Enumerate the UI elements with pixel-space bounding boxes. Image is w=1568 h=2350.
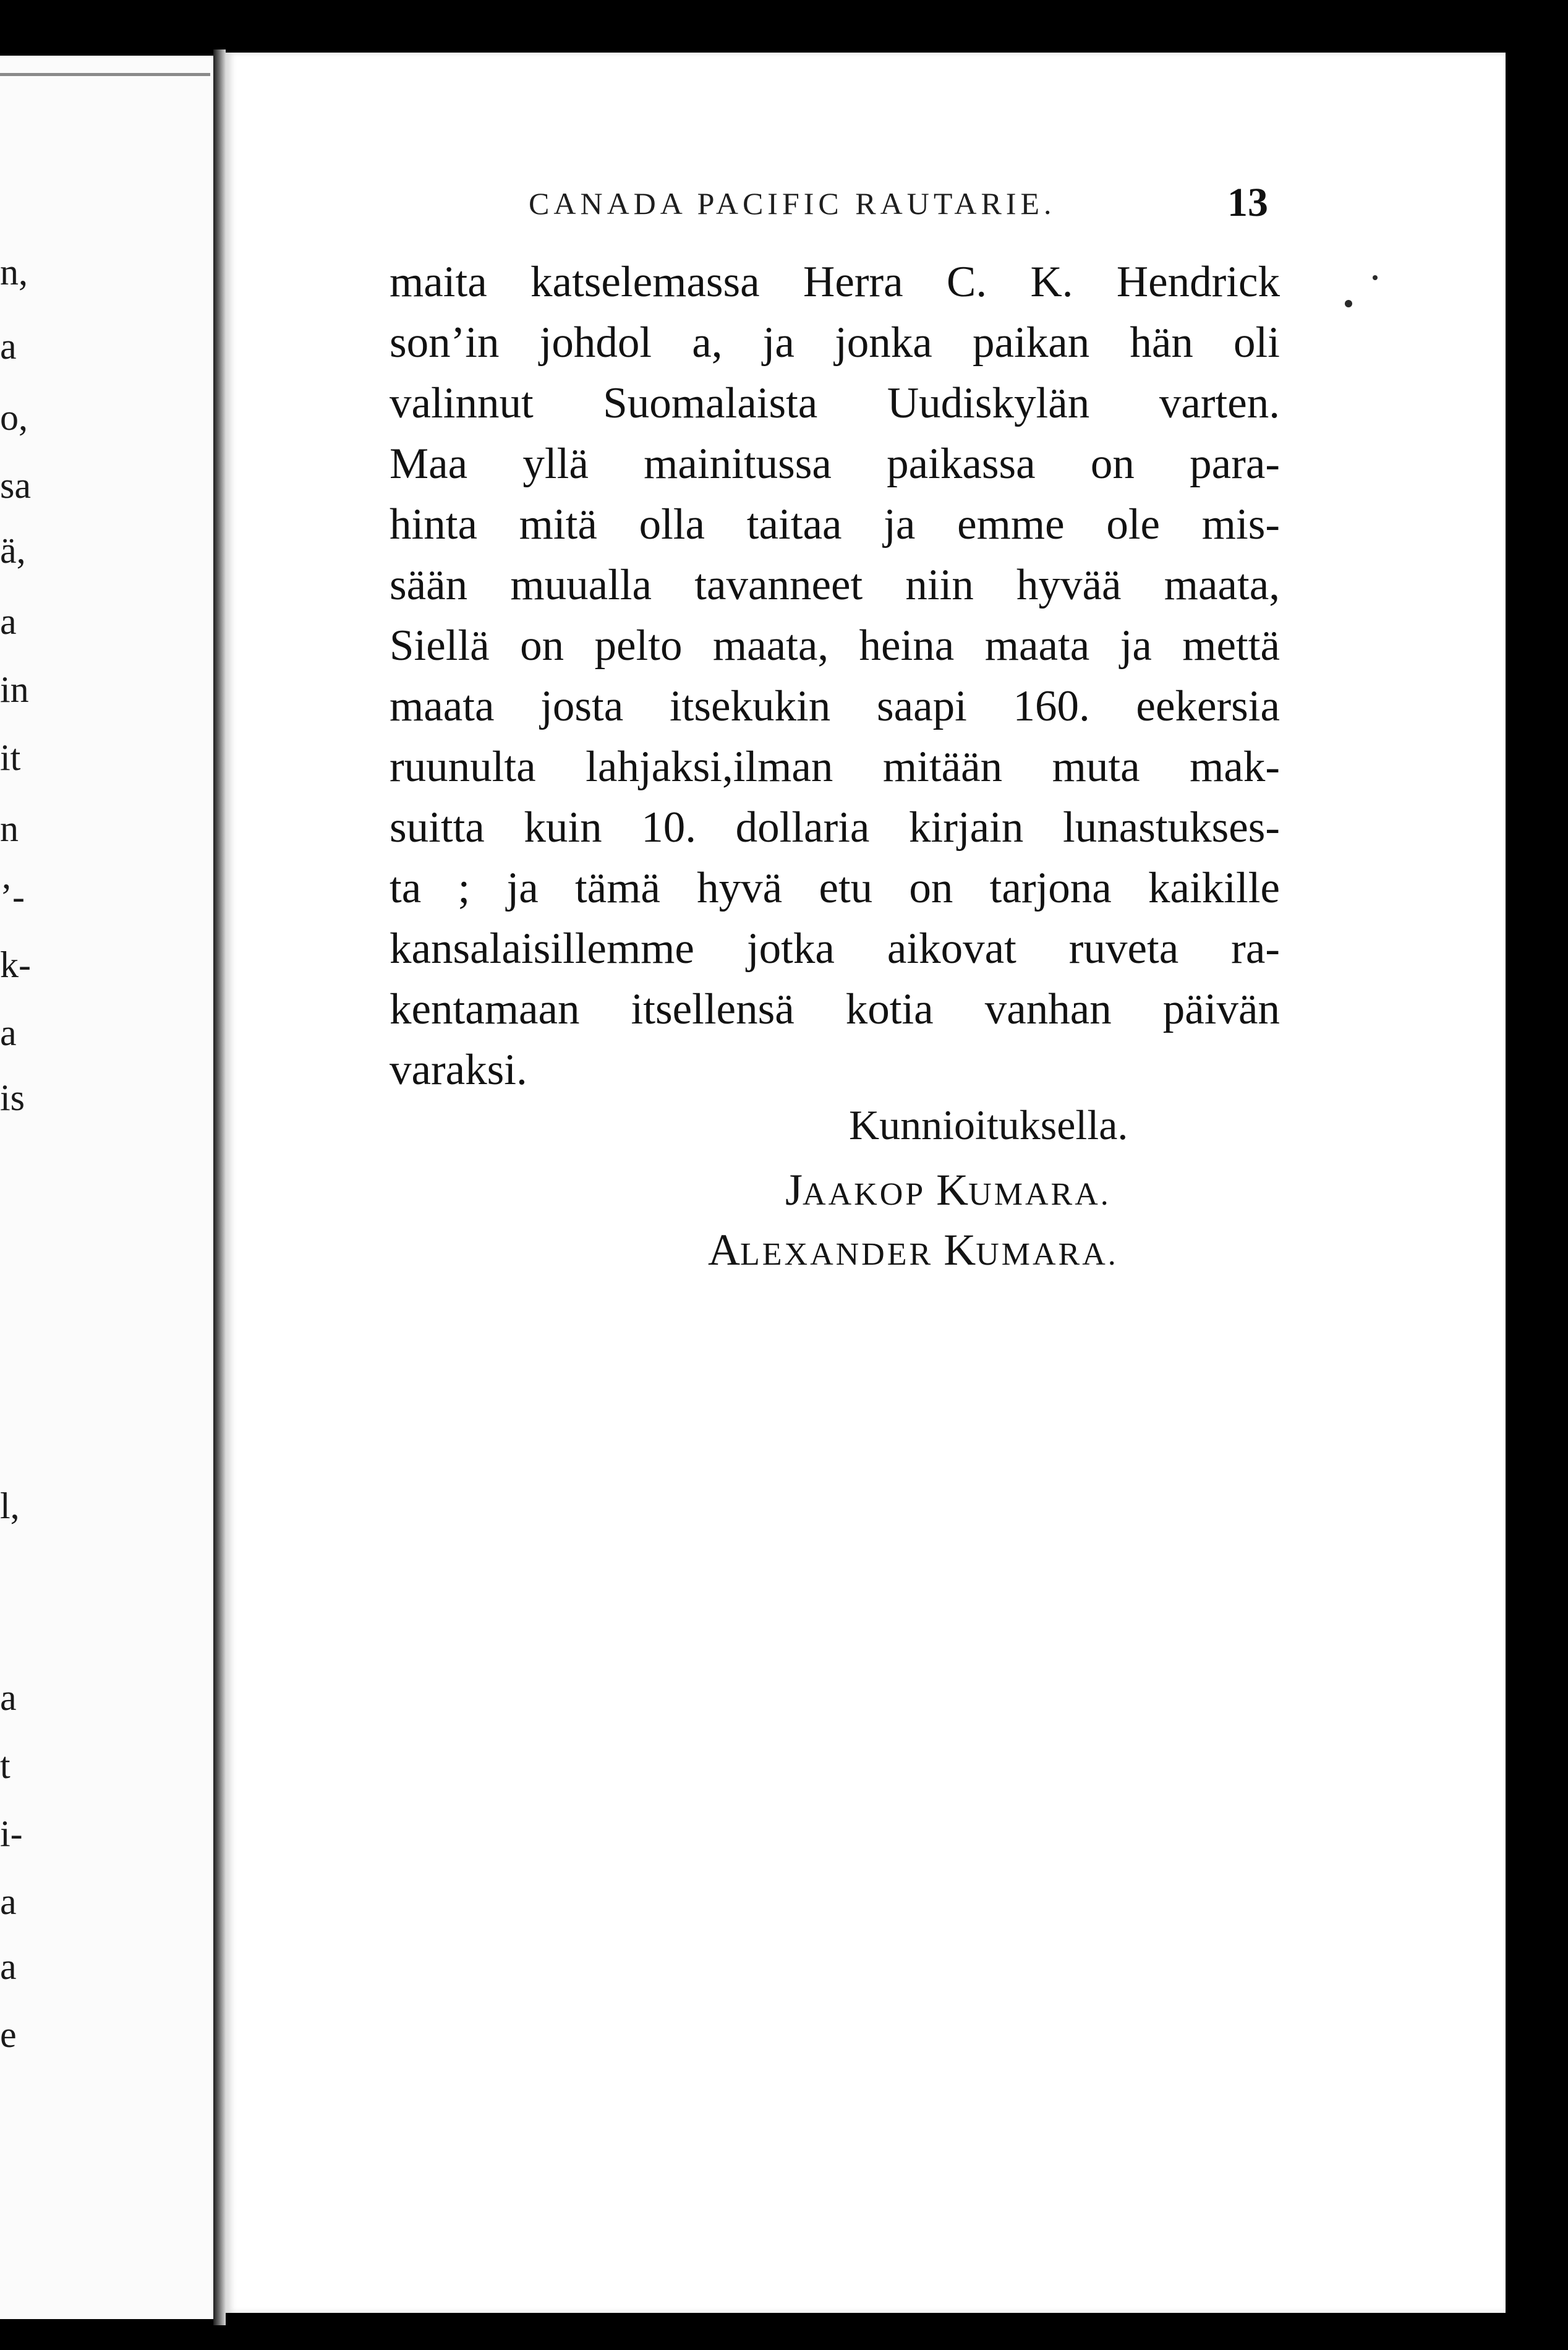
signer-2-last-rest: UMARA.	[976, 1237, 1118, 1272]
body-line: son’in johdol a, ja jonka paikan hän oli	[390, 318, 1280, 367]
facing-page-fragment: in	[0, 669, 29, 710]
ink-speck	[1373, 275, 1378, 280]
body-line: maita katselemassa Herra C. K. Hendrick	[390, 258, 1280, 306]
body-line: Maa yllä mainitussa paikassa on para-	[390, 440, 1280, 488]
facing-page-fragment: e	[0, 2014, 17, 2055]
book-page	[226, 53, 1506, 2313]
facing-page-fragment: a	[0, 1881, 17, 1922]
body-line: Siellä on pelto maata, heina maata ja mettä	[390, 622, 1280, 670]
ink-speck	[1345, 300, 1352, 307]
facing-page	[0, 56, 213, 2319]
body-line: kansalaisillemme jotka aikovat ruveta ra-	[390, 925, 1280, 973]
signer-2-first-rest: LEXANDER	[740, 1237, 934, 1272]
body-line: kentamaan itsellensä kotia vanhan päivän	[390, 985, 1280, 1033]
body-line: ta ; ja tämä hyvä etu on tarjona kaikille	[390, 864, 1280, 912]
running-title: CANADA PACIFIC RAUTARIE.	[529, 186, 1056, 221]
signer-jaakop-kumara	[785, 1165, 1111, 1215]
body-line: suitta kuin 10. dollaria kirjain lunastukses-	[390, 803, 1280, 852]
body-line: ruunulta lahjaksi,ilman mitään muta mak-	[390, 743, 1280, 791]
facing-page-fragment: n	[0, 808, 19, 849]
signer-2-last-initial: K	[944, 1225, 976, 1275]
facing-page-fragment: sa	[0, 465, 31, 506]
facing-page-fragment: a	[0, 1012, 17, 1053]
facing-page-fragment: ’-	[0, 876, 25, 917]
facing-page-fragment: k-	[0, 944, 31, 985]
facing-page-fragment: n,	[0, 252, 28, 293]
facing-page-fragment: is	[0, 1077, 25, 1118]
signer-1-last-rest: UMARA.	[968, 1177, 1111, 1212]
facing-page-fragment: l,	[0, 1485, 20, 1526]
body-line: maata josta itsekukin saapi 160. eekersia	[390, 682, 1280, 730]
book-gutter	[213, 49, 226, 2325]
body-line: sään muualla tavanneet niin hyvää maata,	[390, 561, 1280, 609]
signer-1-first-rest: AAKOP	[803, 1177, 926, 1212]
facing-page-text-fragments	[0, 56, 74, 2319]
facing-page-fragment: a	[0, 601, 17, 642]
body-line: varaksi.	[390, 1046, 527, 1094]
signer-1-last-initial: K	[936, 1165, 969, 1215]
signer-2-first-initial: A	[708, 1225, 740, 1275]
facing-page-fragment: a	[0, 1677, 17, 1718]
facing-page-fragment: a	[0, 1946, 17, 1987]
facing-page-fragment: a	[0, 326, 17, 367]
body-line: valinnut Suomalaista Uudiskylän varten.	[390, 379, 1280, 427]
facing-page-fragment: i-	[0, 1813, 23, 1854]
body-text	[390, 252, 1280, 1100]
page-number: 13	[1227, 180, 1268, 225]
facing-page-fragment: t	[0, 1745, 11, 1786]
running-head	[529, 179, 1493, 229]
body-line: hinta mitä olla taitaa ja emme ole mis-	[390, 500, 1280, 549]
facing-page-fragment: ä,	[0, 530, 26, 571]
signer-1-first-initial: J	[785, 1165, 803, 1215]
facing-page-fragment: o,	[0, 397, 28, 438]
facing-page-fragment: it	[0, 737, 21, 778]
closing-salutation: Kunnioituksella.	[849, 1101, 1128, 1148]
signer-alexander-kumara	[708, 1225, 1118, 1275]
